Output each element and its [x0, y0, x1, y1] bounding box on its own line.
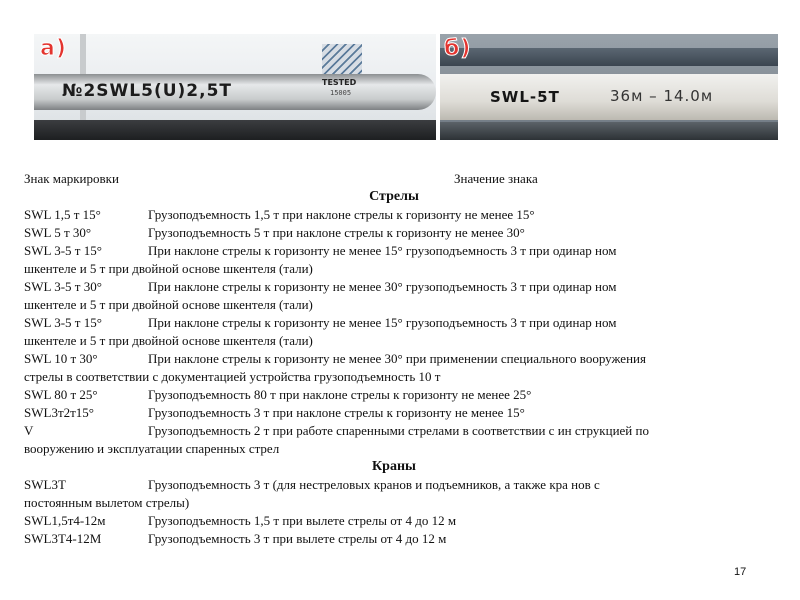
- marking-code: SWL 1,5 т 15°: [24, 207, 101, 222]
- photo-label-a: а): [40, 36, 67, 61]
- marking-meaning-continued: шкентеле и 5 т при двойной основе шкентеля (тали): [24, 261, 313, 276]
- header-col-meaning: Значение знака: [454, 171, 538, 186]
- deck-railing: [440, 122, 778, 140]
- marking-meaning: Грузоподъемность 1,5 т при наклоне стрелы к горизонту не менее 15°: [148, 207, 535, 222]
- marking-meaning: При наклоне стрелы к горизонту не менее 30° при применении специального вооружения: [148, 351, 646, 366]
- table-row: [24, 530, 764, 548]
- marking-meaning-continued: вооружению и эксплуатации спаренных стрел: [24, 441, 280, 456]
- marking-meaning: При наклоне стрелы к горизонту не менее 15° грузоподъемность 3 т при одинар ном: [148, 315, 617, 330]
- upper-beam: [440, 48, 778, 66]
- photo-label-b: б): [444, 36, 472, 61]
- table-row: [24, 422, 764, 440]
- photo-marking-b: [440, 34, 778, 140]
- table-row: [24, 224, 764, 242]
- marking-meaning: Грузоподъемность 3 т (для нестреловых кранов и подъемников, а также кра нов с: [148, 477, 600, 492]
- marking-meaning-continued: шкентеле и 5 т при двойной основе шкентеля (тали): [24, 333, 313, 348]
- table-row: [24, 278, 764, 296]
- photo-marking-a: [34, 34, 436, 140]
- tested-code: 15005: [330, 89, 352, 97]
- marking-code: SWL 3-5 т 15°: [24, 315, 102, 330]
- marking-meaning: Грузоподъемность 2 т при работе спаренными стрелами в соответствии с ин струкцией по: [148, 423, 649, 438]
- marking-code: SWL 5 т 30°: [24, 225, 92, 240]
- marking-meaning: Грузоподъемность 80 т при наклоне стрелы к горизонту не менее 25°: [148, 387, 532, 402]
- marking-meaning: Грузоподъемность 1,5 т при вылете стрелы от 4 до 12 м: [148, 513, 457, 528]
- marking-meaning: При наклоне стрелы к горизонту не менее 15° грузоподъемность 3 т при одинар ном: [148, 243, 617, 258]
- boom-marking-text-b: SWL-5T: [490, 88, 560, 106]
- table-row: [24, 476, 764, 494]
- marking-code: SWL3T4-12M: [24, 531, 102, 546]
- marking-code: SWL1,5т4-12м: [24, 513, 106, 528]
- table-row: [24, 386, 764, 404]
- table-row: [24, 314, 764, 332]
- table-row: [24, 206, 764, 224]
- table-row: [24, 404, 764, 422]
- table-row: [24, 242, 764, 260]
- marking-meaning: Грузоподъемность 5 т при наклоне стрелы к горизонту не менее 30°: [148, 225, 525, 240]
- marking-meaning-continued: шкентеле и 5 т при двойной основе шкентеля (тали): [24, 297, 313, 312]
- marking-meaning-continued: стрелы в соответствии с документацией устройства грузоподъемность 10 т: [24, 369, 441, 384]
- section-title-booms: Стрелы: [369, 189, 419, 204]
- marking-table: [24, 170, 764, 548]
- marking-code: SWL 3-5 т 15°: [24, 243, 102, 258]
- marking-meaning-continued: постоянным вылетом стрелы): [24, 495, 190, 510]
- page-number: 17: [734, 566, 747, 578]
- table-header: [24, 170, 764, 188]
- marking-code: SWL 10 т 30°: [24, 351, 98, 366]
- marking-code: SWL3т2т15°: [24, 405, 95, 420]
- table-row: [24, 350, 764, 368]
- tested-stamp: TESTED: [322, 78, 357, 87]
- boom-marking-length-b: 36м – 14.0м: [610, 87, 714, 105]
- marking-code: SWL 3-5 т 30°: [24, 279, 102, 294]
- marking-meaning: Грузоподъемность 3 т при наклоне стрелы к горизонту не менее 15°: [148, 405, 525, 420]
- marking-code: V: [24, 423, 34, 438]
- table-row: [24, 512, 764, 530]
- marking-meaning: При наклоне стрелы к горизонту не менее 30° грузоподъемность 3 т при одинар ном: [148, 279, 617, 294]
- marking-code: SWL 80 т 25°: [24, 387, 98, 402]
- section-title-cranes: Краны: [372, 459, 416, 474]
- boom-marking-text-a: №2SWL5(U)2,5T: [62, 81, 232, 101]
- marking-code: SWL3T: [24, 477, 66, 492]
- flag-graphic: [322, 44, 362, 74]
- header-col-marking: Знак маркировки: [24, 171, 119, 186]
- deck-shadow: [34, 120, 436, 140]
- marking-meaning: Грузоподъемность 3 т при вылете стрелы от 4 до 12 м: [148, 531, 447, 546]
